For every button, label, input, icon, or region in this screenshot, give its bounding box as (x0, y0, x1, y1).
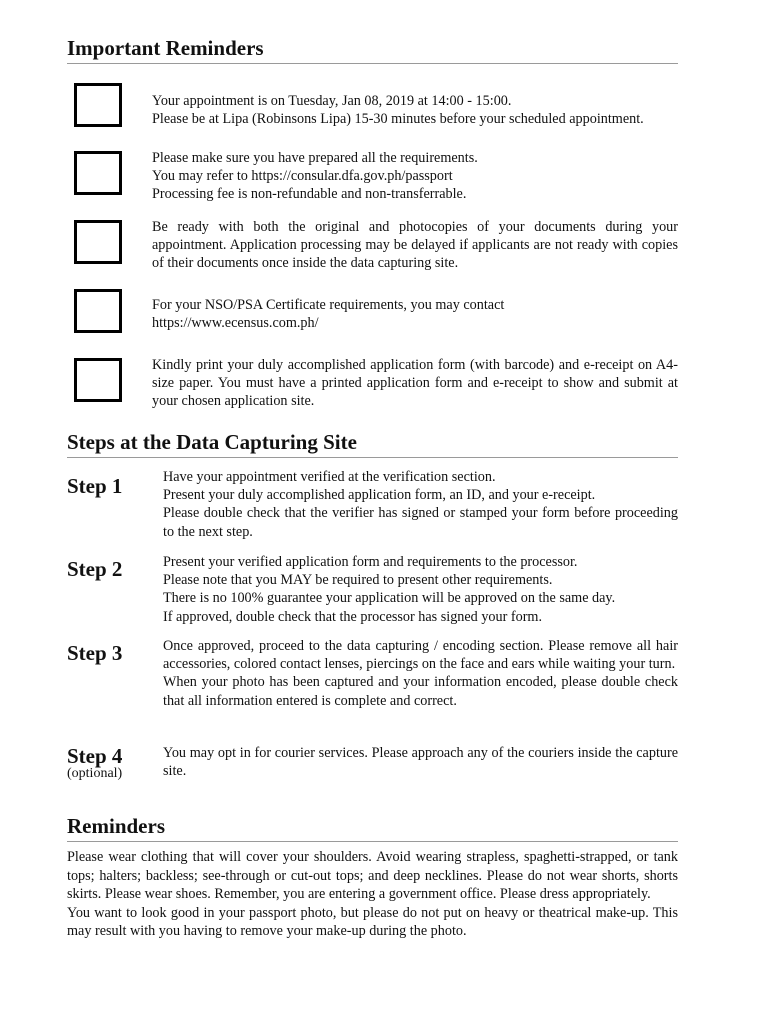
step-label: Step 2 (67, 557, 123, 581)
reminder-text: Your appointment is on Tuesday, Jan 08, 2019 at 14:00 - 15:00. Please be at Lipa (Robinsons Lipa) 15-30 minutes before your scheduled appointment. (152, 93, 644, 128)
step-text: You may opt in for courier services. Please approach any of the couriers inside the capture site. (163, 745, 678, 780)
checkbox[interactable] (74, 151, 122, 195)
checkbox[interactable] (74, 220, 122, 264)
step-text: Once approved, proceed to the data capturing / encoding section. Please remove all hair accessories, colored contact lenses, piercings on the face and ears while waiting your turn. When your photo has been captured and your information encoded, please double check that all information entered is complete and correct. (163, 638, 678, 709)
reminders-heading: Reminders (67, 814, 678, 842)
checkbox[interactable] (74, 358, 122, 402)
step-text: Present your verified application form and requirements to the processor. Please note that you MAY be required to present other requirements. There is no 100% guarantee your application will be approved on the same day. If approved, double check that the processor has signed your form. (163, 554, 616, 625)
reminders-section (67, 814, 678, 939)
reminder-text (152, 296, 687, 332)
step-optional-note: (optional) (67, 766, 123, 781)
step-label: Step 1 (67, 474, 123, 498)
step-label: Step 4 (67, 744, 123, 768)
step-label: Step 3 (67, 641, 123, 665)
steps-section (67, 430, 678, 781)
reminder-text: Be ready with both the original and photocopies of your documents during your appointment. Application processing may be delayed if applicants are not ready with copies of their documents once inside the data capturing site. (152, 219, 678, 272)
ecensus-link[interactable]: https://www.ecensus.com.ph/ (152, 315, 319, 332)
reminder-text: Please make sure you have prepared all the requirements. You may refer to https://consular.dfa.gov.ph/passport Processing fee is non-refundable and non-transferrable. (152, 150, 478, 203)
important-reminders-heading: Important Reminders (67, 36, 678, 64)
clothing-reminder: Please wear clothing that will cover your shoulders. Avoid wearing strapless, spaghetti-strapped, or tank tops; halters; backless; see-through or cut-out tops; and deep necklines. Please do not wear shorts, shorts skirts. Please wear shoes. Remember, you are entering a government office. Please dress appropriately. (67, 849, 678, 902)
makeup-reminder: You want to look good in your passport photo, but please do not put on heavy or theatrical make-up. This may result with you having to remove your make-up during the photo. (67, 904, 678, 939)
important-reminders-section (67, 36, 678, 410)
reminder-text: Kindly print your duly accomplished application form (with barcode) and e-receipt on A4-size paper. You must have a printed application form and e-receipt to show and submit at your chosen application site. (152, 357, 678, 410)
steps-heading: Steps at the Data Capturing Site (67, 430, 678, 458)
reminders-text (67, 848, 678, 941)
checkbox[interactable] (74, 83, 122, 127)
step-text: Have your appointment verified at the verification section. Present your duly accomplished application form, an ID, and your e-receipt. Please double check that the verifier has signed or stamped your form before proceeding to the next step. (163, 469, 678, 540)
spread-line: For your NSO/PSA Certificate requirements, you may contact (152, 297, 505, 313)
checkbox[interactable] (74, 289, 122, 333)
